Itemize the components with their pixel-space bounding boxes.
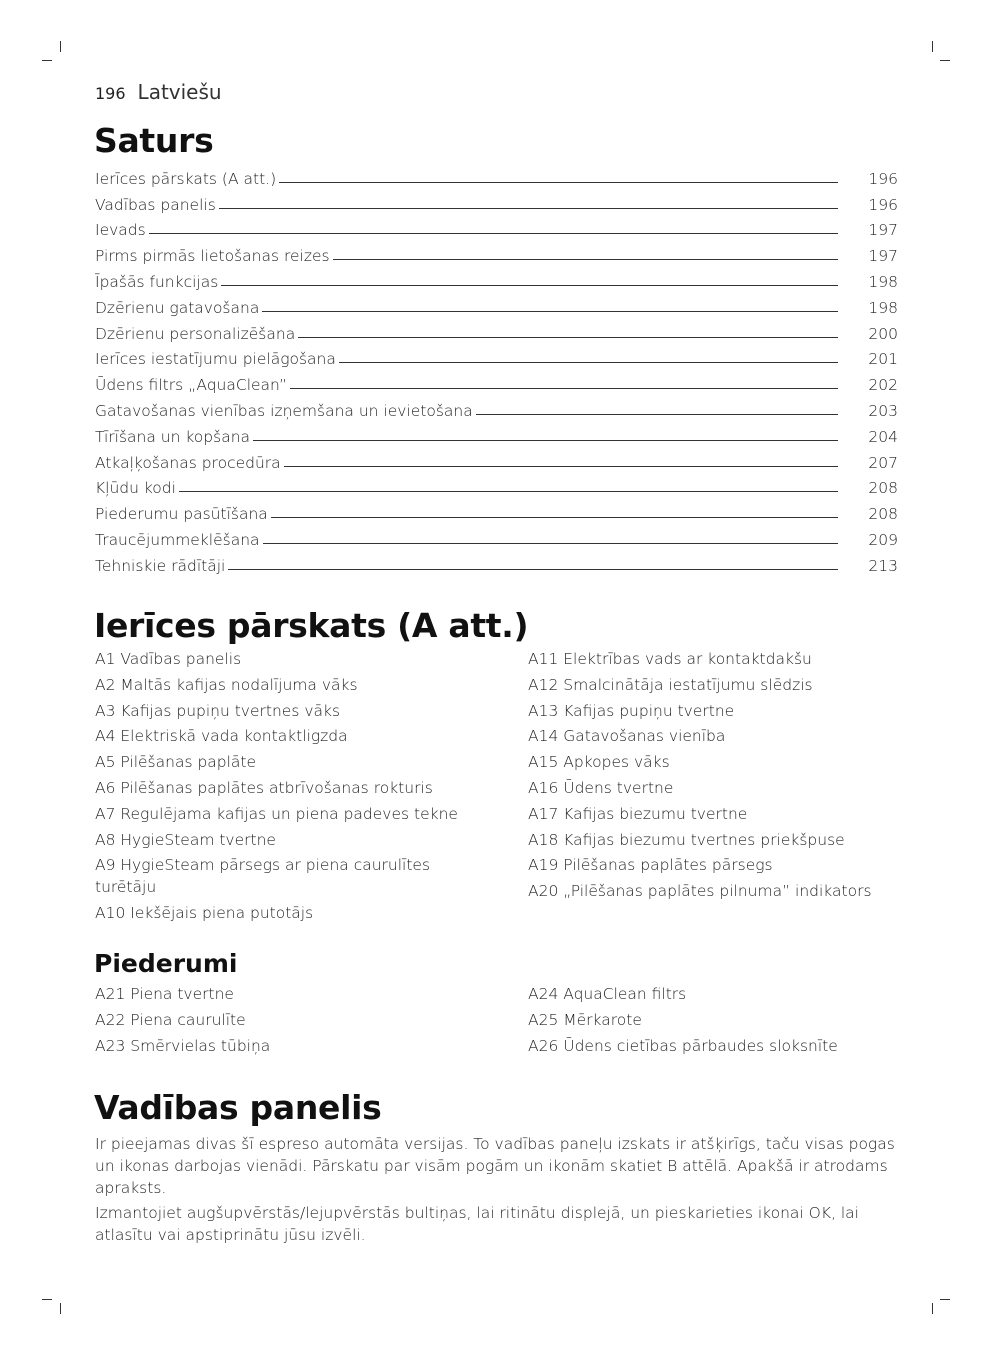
list-item: A18 Kafijas biezumu tvertnes priekšpuse [528,830,845,849]
list-item: A17 Kafijas biezumu tvertne [528,804,748,823]
toc-entry[interactable]: Traucējummeklēšana 209 [95,530,898,549]
accessories-title: Piederumi [94,949,238,978]
toc-entry[interactable]: Īpašās funkcijas 198 [95,272,898,291]
list-item: A5 Pilēšanas paplāte [95,753,257,772]
crop-mark [60,41,61,52]
list-item: A23 Smērvielas tūbiņa [95,1036,271,1055]
toc-entry[interactable]: Atkaļķošanas procedūra 207 [95,453,898,472]
list-item: A7 Regulējama kafijas un piena padeves tekne [95,804,458,823]
list-item: A9 HygieSteam pārsegs ar piena caurulītes turētāju [95,856,431,897]
crop-mark [42,1299,52,1300]
toc-entry[interactable]: Tīrīšana un kopšana 204 [95,427,898,446]
contents-title: Saturs [94,121,214,160]
overview-title: Ierīces pārskats (A att.) [94,606,529,645]
overview-list-right [528,648,908,906]
crop-mark [940,1299,950,1300]
toc-entry[interactable]: Ierīces iestatījumu pielāgošana 201 [95,350,898,369]
toc-entry[interactable]: Ievads 197 [95,221,898,240]
list-item: A2 Maltās kafijas nodalījuma vāks [95,675,358,694]
crop-mark [932,41,933,52]
toc-entry[interactable]: Ierīces pārskats (A att.) 196 [95,169,898,188]
list-item: A14 Gatavošanas vienība [528,727,726,746]
control-panel-paragraph: Izmantojiet augšupvērstās/lejupvērstās bultiņas, lai ritinātu displejā, un pieskarieties ikonai OK, lai atlasītu vai apstiprinātu jūsu izvēli. [95,1204,859,1244]
toc-entry[interactable]: Tehniskie rādītāji 213 [95,556,898,575]
toc-entry[interactable]: Vadības panelis 196 [95,195,898,214]
list-item: A3 Kafijas pupiņu tvertnes vāks [95,701,341,720]
control-panel-title: Vadības panelis [94,1088,382,1127]
list-item: A1 Vadības panelis [95,650,242,668]
list-item: A12 Smalcinātāja iestatījumu slēdzis [528,675,813,694]
list-item: A8 HygieSteam tvertne [95,830,276,849]
list-item: A16 Ūdens tvertne [528,778,674,797]
toc-entry[interactable]: Dzērienu gatavošana 198 [95,298,898,317]
list-item: A19 Pilēšanas paplātes pārsegs [528,856,773,875]
page-number: 196 [95,84,126,103]
crop-mark [60,1303,61,1314]
page-header [95,80,222,102]
list-item: A24 AquaClean filtrs [528,985,687,1003]
accessories-list-left [95,983,495,1060]
control-panel-paragraph: Ir pieejamas divas šī espreso automāta versijas. To vadības paneļu izskats ir atšķirīgs, taču visas pogas un ikonas darbojas vienādi. Pārskatu par visām pogām un ikonām skatiet B attēlā. Apakšā ir atrodams apraksts. [95,1135,895,1197]
crop-mark [940,60,950,61]
list-item: A4 Elektriskā vada kontaktligzda [95,727,348,746]
list-item: A15 Apkopes vāks [528,753,670,772]
overview-list-left [95,648,495,928]
list-item: A10 Iekšējais piena putotājs [95,904,314,923]
crop-mark [932,1303,933,1314]
toc-entry[interactable]: Kļūdu kodi 208 [95,479,898,498]
list-item: A22 Piena caurulīte [95,1010,246,1029]
toc-entry[interactable]: Pirms pirmās lietošanas reizes 197 [95,247,898,266]
list-item: A6 Pilēšanas paplātes atbrīvošanas rokturis [95,778,433,797]
language-label: Latviešu [137,80,222,104]
accessories-list-right [528,983,908,1060]
toc-entry[interactable]: Piederumu pasūtīšana 208 [95,505,898,524]
toc-entry[interactable]: Dzērienu personalizēšana 200 [95,324,898,343]
crop-mark [42,60,52,61]
list-item: A25 Mērkarote [528,1010,642,1029]
table-of-contents [95,162,898,575]
list-item: A21 Piena tvertne [95,985,234,1003]
toc-entry[interactable]: Ūdens filtrs „AquaClean” 202 [95,376,898,395]
list-item: A26 Ūdens cietības pārbaudes sloksnīte [528,1036,838,1055]
toc-entry[interactable]: Gatavošanas vienības izņemšana un ievietošana 203 [95,401,898,420]
list-item: A11 Elektrības vads ar kontaktdakšu [528,650,812,668]
list-item: A20 „Pilēšanas paplātes pilnuma” indikators [528,882,872,901]
list-item: A13 Kafijas pupiņu tvertne [528,701,735,720]
